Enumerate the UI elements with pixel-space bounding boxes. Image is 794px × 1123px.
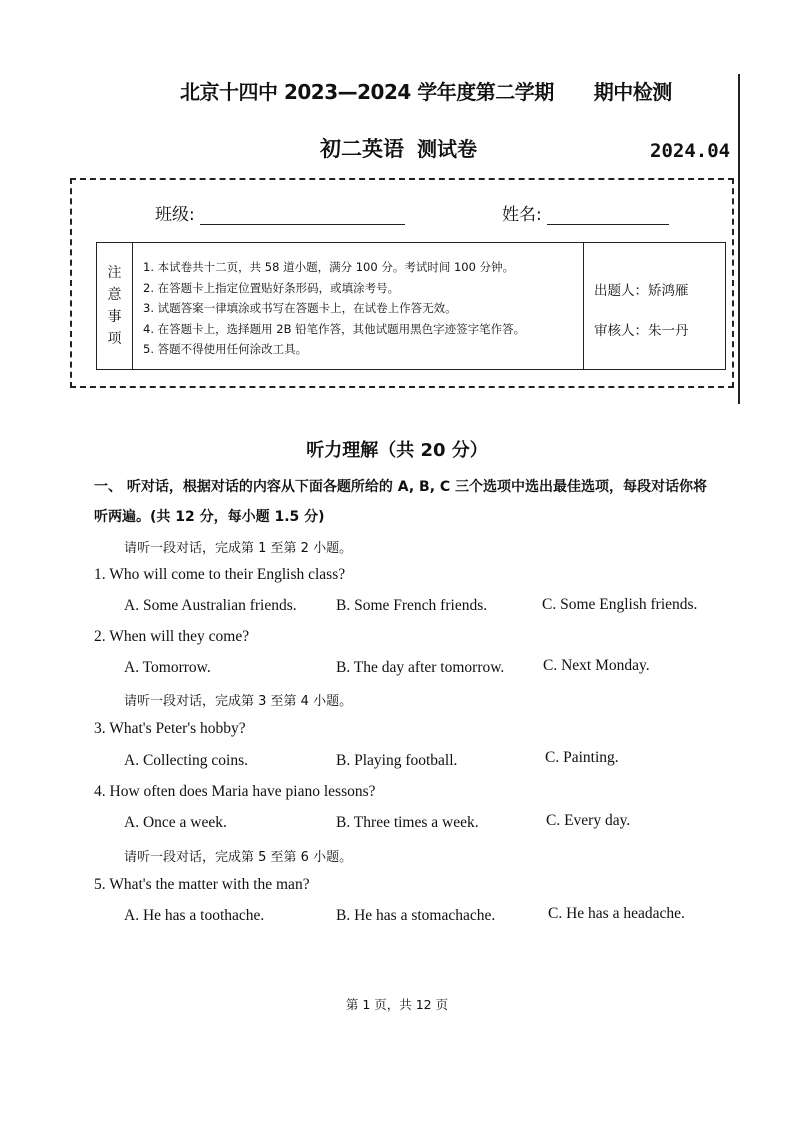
exam-subtitle [320,133,477,163]
option-2b: B. The day after tomorrow. [336,659,505,676]
name-label: 姓名: [502,205,542,225]
question-2: 2. When will they come? [94,628,250,645]
exam-title [180,76,672,105]
exam-date: 2024.04 [650,140,731,162]
notice-heading-char: 事 [107,309,122,325]
section-instruction-line-2: 听两遍。(共 12 分，每小题 1.5 分) [94,509,325,525]
class-blank[interactable] [200,206,405,225]
option-3c: C. Painting. [545,749,619,766]
question-4: 4. How often does Maria have piano lessons? [94,783,376,800]
option-5c: C. He has a headache. [548,905,685,922]
setter-label: 出题人：矫鸿雁 [594,283,689,299]
option-1b: B. Some French friends. [336,597,488,614]
class-label: 班级: [155,205,195,225]
section-title: 听力理解（共 20 分） [306,440,488,461]
notice-heading-char: 项 [107,331,122,347]
notice-heading-char: 意 [107,287,122,303]
option-1a: A. Some Australian friends. [124,597,297,614]
exam-title-type: 期中检测 [593,80,672,104]
notice-item: 2. 在答题卡上指定位置贴好条形码，或填涂考号。 [143,280,400,295]
class-field [155,200,405,225]
paper-label: 测试卷 [416,137,477,161]
question-1: 1. Who will come to their English class? [94,566,346,583]
option-4a: A. Once a week. [124,814,227,831]
option-4c: C. Every day. [546,812,631,829]
notice-item: 3. 试题答案一律填涂或书写在答题卡上，在试卷上作答无效。 [143,301,457,315]
notice-list [143,257,583,360]
sub-instruction: 请听一段对话，完成第 3 至第 4 小题。 [124,694,353,709]
option-3a: A. Collecting coins. [124,752,248,769]
subject-label: 初二英语 [320,137,404,161]
margin-rule [738,74,740,404]
exam-title-main: 北京十四中 2023—2024 学年度第二学期 [180,80,554,104]
sub-instruction: 请听一段对话，完成第 5 至第 6 小题。 [124,850,353,865]
option-4b: B. Three times a week. [336,814,479,831]
option-2c: C. Next Monday. [543,657,650,674]
reviewer-label: 审核人：朱一丹 [594,323,689,339]
notice-heading [97,243,133,369]
option-5a: A. He has a toothache. [124,907,265,924]
option-1c: C. Some English friends. [542,596,698,613]
question-5: 5. What's the matter with the man? [94,876,310,893]
page-footer: 第 1 页，共 12 页 [345,997,449,1012]
notice-item: 5. 答题不得使用任何涂改工具。 [143,342,308,356]
sub-instruction: 请听一段对话，完成第 1 至第 2 小题。 [124,541,353,556]
name-blank[interactable] [547,206,669,225]
option-5b: B. He has a stomachache. [336,907,496,924]
option-3b: B. Playing football. [336,752,458,769]
notice-table [96,242,726,370]
option-2a: A. Tomorrow. [124,659,211,676]
notice-staff [583,243,725,369]
notice-heading-char: 注 [107,265,122,281]
name-field [502,200,669,225]
notice-item: 1. 本试卷共十二页，共 58 道小题，满分 100 分。考试时间 100 分钟。 [143,260,515,274]
section-instruction-line-1: 一、 听对话，根据对话的内容从下面各题所给的 A, B, C 三个选项中选出最佳选项，每段对话你将 [94,479,708,495]
notice-item: 4. 在答题卡上，选择题用 2B 铅笔作答，其他试题用黑色字迹签字笔作答。 [143,321,526,336]
question-3: 3. What's Peter's hobby? [94,720,246,737]
